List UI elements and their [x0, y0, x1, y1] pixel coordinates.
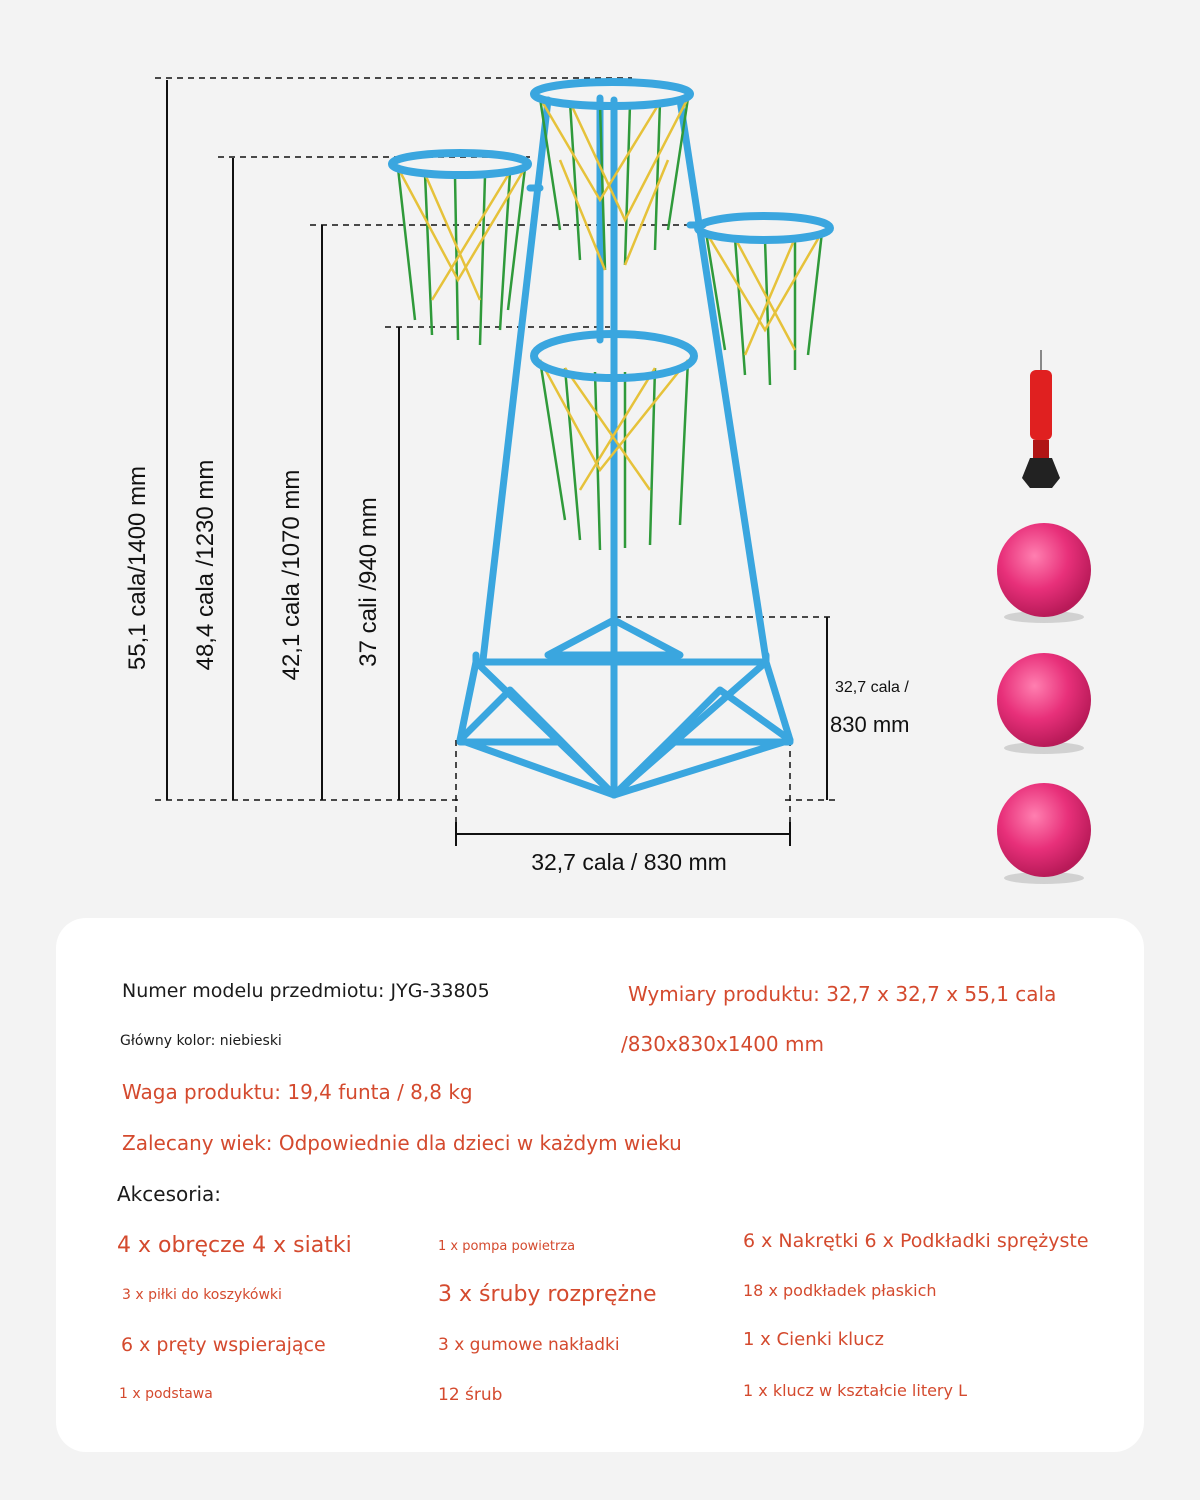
ball-icon: [997, 783, 1091, 884]
main-color: Główny kolor: niebieski: [120, 1033, 282, 1049]
accessory-item: 18 x podkładek płaskich: [743, 1281, 937, 1300]
height-label-940: 37 cali /940 mm: [355, 497, 382, 667]
accessory-item: 3 x śruby rozprężne: [438, 1282, 657, 1307]
accessory-item: 6 x Nakrętki 6 x Podkładki sprężyste: [743, 1230, 1089, 1252]
height-label-1070: 42,1 cala /1070 mm: [278, 469, 305, 681]
accessory-item: 3 x piłki do koszykówki: [122, 1287, 282, 1303]
ball-icon: [997, 523, 1091, 623]
air-pump-icon: [1022, 350, 1060, 488]
accessory-item: 1 x podstawa: [119, 1386, 213, 1402]
accessory-item: 1 x klucz w kształcie litery L: [743, 1381, 967, 1400]
accessory-item: 4 x obręcze 4 x siatki: [117, 1233, 352, 1258]
product-weight: Waga produktu: 19,4 funta / 8,8 kg: [122, 1080, 473, 1104]
accessory-item: 12 śrub: [438, 1385, 503, 1405]
model-number: Numer modelu przedmiotu: JYG-33805: [122, 980, 490, 1002]
accessory-item: 6 x pręty wspierające: [121, 1334, 326, 1356]
accessories-heading: Akcesoria:: [117, 1182, 221, 1206]
product-dimensions: Wymiary produktu: 32,7 x 32,7 x 55,1 cala: [628, 982, 1057, 1006]
accessory-item: 3 x gumowe nakładki: [438, 1335, 620, 1355]
base-width-label: 32,7 cala / 830 mm: [531, 849, 727, 875]
base-height-label-line2: 830 mm: [830, 712, 910, 737]
height-label-1230: 48,4 cala /1230 mm: [192, 459, 219, 671]
hoop-left: [392, 153, 528, 345]
product-dimensions-mm: /830x830x1400 mm: [621, 1032, 824, 1056]
ball-icon: [997, 653, 1091, 754]
base-height-label-line1: 32,7 cala /: [835, 679, 909, 696]
height-label-1400: 55,1 cala/1400 mm: [124, 465, 151, 671]
recommended-age: Zalecany wiek: Odpowiednie dla dzieci w każdym wieku: [122, 1131, 682, 1155]
accessory-item: 1 x pompa powietrza: [438, 1239, 576, 1254]
accessory-item: 1 x Cienki klucz: [743, 1329, 884, 1350]
